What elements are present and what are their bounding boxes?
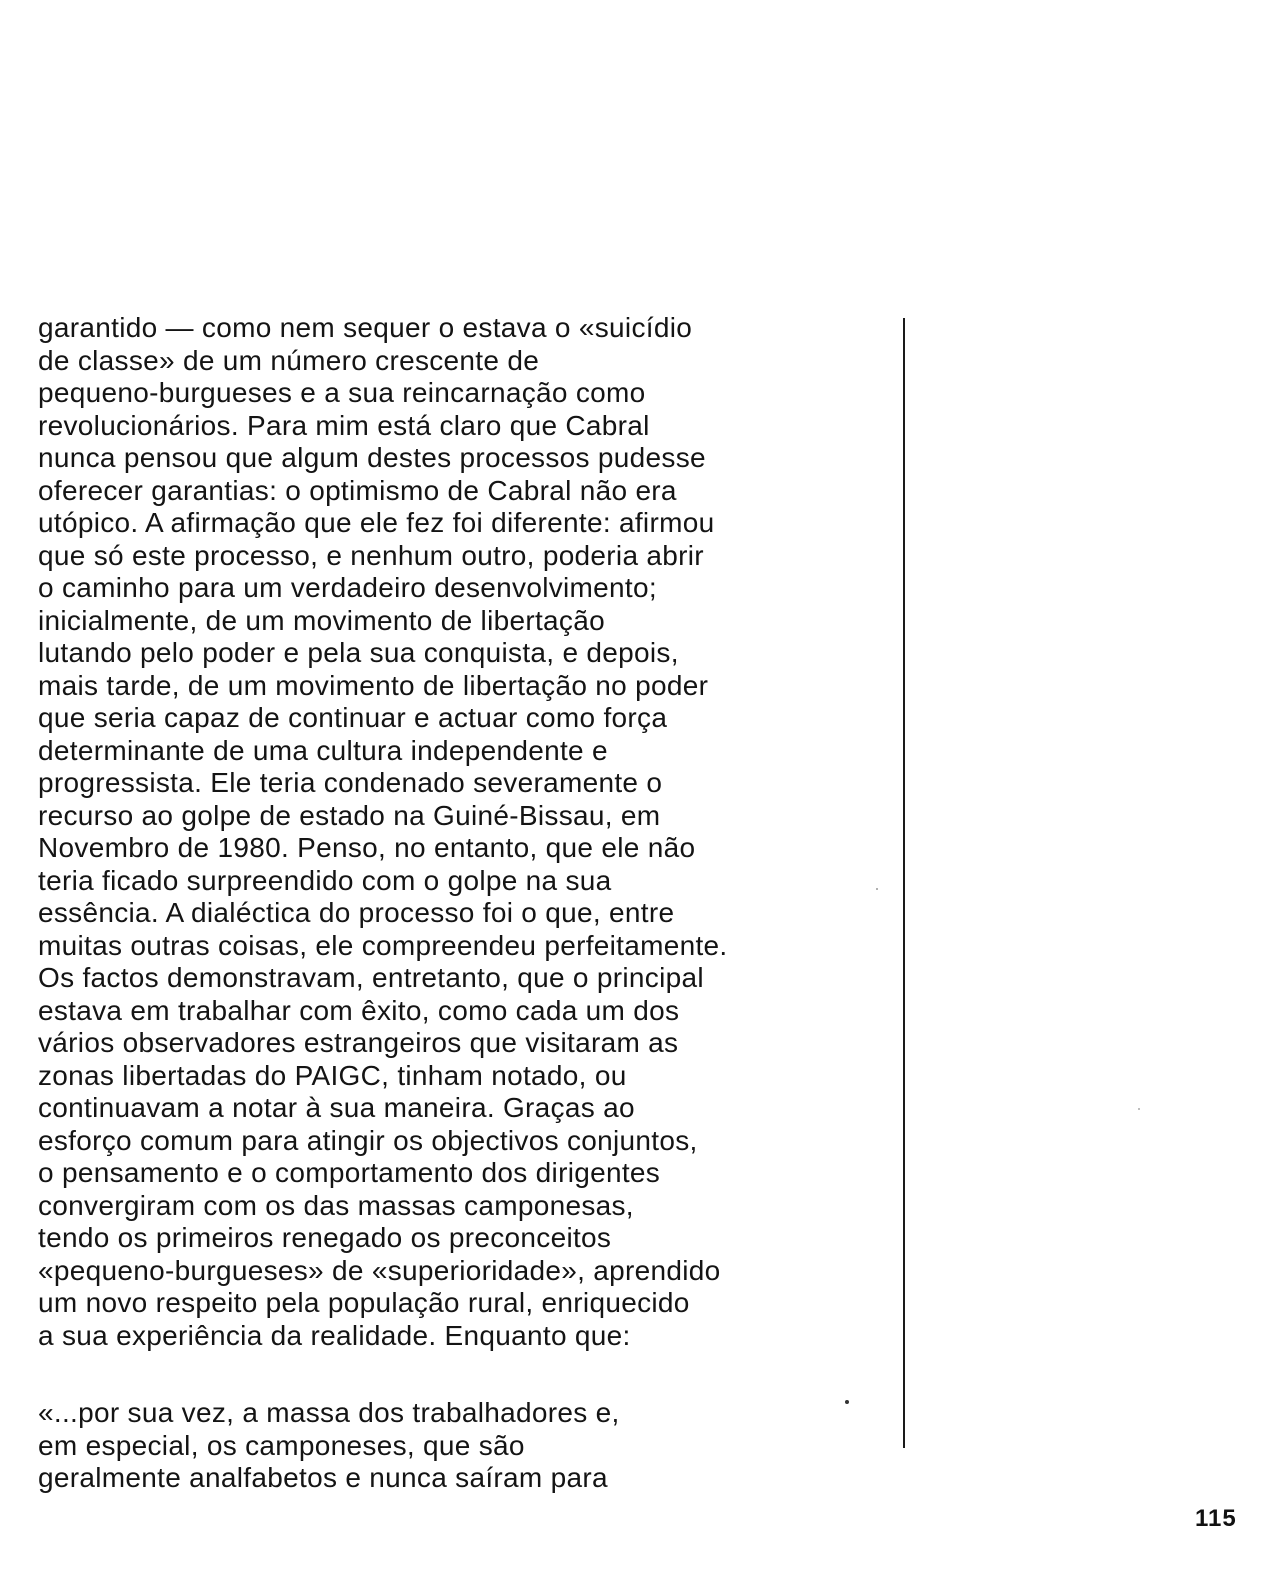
body-line: recurso ao golpe de estado na Guiné-Bissau, em (38, 799, 661, 831)
body-line: progressista. Ele teria condenado severamente o (38, 767, 663, 798)
body-line: o pensamento e o comportamento dos dirigentes (38, 1157, 661, 1188)
body-line: Os factos demonstravam, entretanto, que o principal (38, 962, 704, 993)
body-line: muitas outras coisas, ele compreendeu perfeitamente. (38, 929, 728, 961)
body-line: nunca pensou que algum destes processos pudesse (38, 442, 706, 473)
body-line: que só este processo, e nenhum outro, poderia abrir (38, 539, 704, 571)
body-line: teria ficado surpreendido com o golpe na sua (38, 864, 612, 896)
body-line: determinante de uma cultura independente e (38, 734, 608, 766)
block-quote (38, 1397, 898, 1495)
scan-speck (1138, 1108, 1140, 1110)
body-line: a sua experiência da realidade. Enquanto que: (38, 1319, 631, 1351)
margin-rule (903, 318, 905, 1448)
body-line: pequeno-burgueses e a sua reincarnação como (38, 377, 646, 408)
body-line: Novembro de 1980. Penso, no entanto, que ele não (38, 832, 696, 863)
body-line: estava em trabalhar com êxito, como cada um dos (38, 994, 680, 1026)
body-line: o caminho para um verdadeiro desenvolvimento; (38, 572, 657, 603)
body-line: zonas libertadas do PAIGC, tinham notado, ou (38, 1059, 627, 1091)
body-line: oferecer garantias: o optimismo de Cabral não era (38, 474, 677, 506)
scan-speck (845, 1400, 849, 1404)
body-line: utópico. A afirmação que ele fez foi diferente: afirmou (38, 507, 715, 538)
body-line: garantido — como nem sequer o estava o «suicídio (38, 312, 693, 343)
body-line: revolucionários. Para mim está claro que Cabral (38, 409, 650, 441)
body-line: mais tarde, de um movimento de libertação no poder (38, 669, 709, 701)
body-line: tendo os primeiros renegado os preconceitos (38, 1222, 612, 1253)
body-line: essência. A dialéctica do processo foi o que, entre (38, 897, 675, 928)
quote-line: «...por sua vez, a massa dos trabalhadores e, (38, 1397, 620, 1428)
body-line: inicialmente, de um movimento de libertação (38, 604, 605, 636)
body-line: «pequeno-burgueses» de «superioridade», aprendido (38, 1254, 721, 1286)
body-line: convergiram com os das massas camponesas, (38, 1189, 634, 1221)
body-line: esforço comum para atingir os objectivos conjuntos, (38, 1124, 698, 1156)
scan-speck (876, 888, 878, 890)
body-line: de classe» de um número crescente de (38, 344, 540, 376)
quote-line: geralmente analfabetos e nunca saíram para (38, 1462, 608, 1493)
body-text (38, 312, 898, 1495)
quote-line: em especial, os camponeses, que são (38, 1429, 525, 1461)
body-line: lutando pelo poder e pela sua conquista, e depois, (38, 637, 679, 668)
body-line: que seria capaz de continuar e actuar como força (38, 702, 668, 733)
body-line: continuavam a notar à sua maneira. Graças ao (38, 1092, 635, 1123)
body-line: um novo respeito pela população rural, enriquecido (38, 1287, 690, 1318)
page-number: 115 (1195, 1505, 1237, 1532)
paragraph-gap (38, 1352, 898, 1397)
body-line: vários observadores estrangeiros que visitaram as (38, 1027, 679, 1058)
